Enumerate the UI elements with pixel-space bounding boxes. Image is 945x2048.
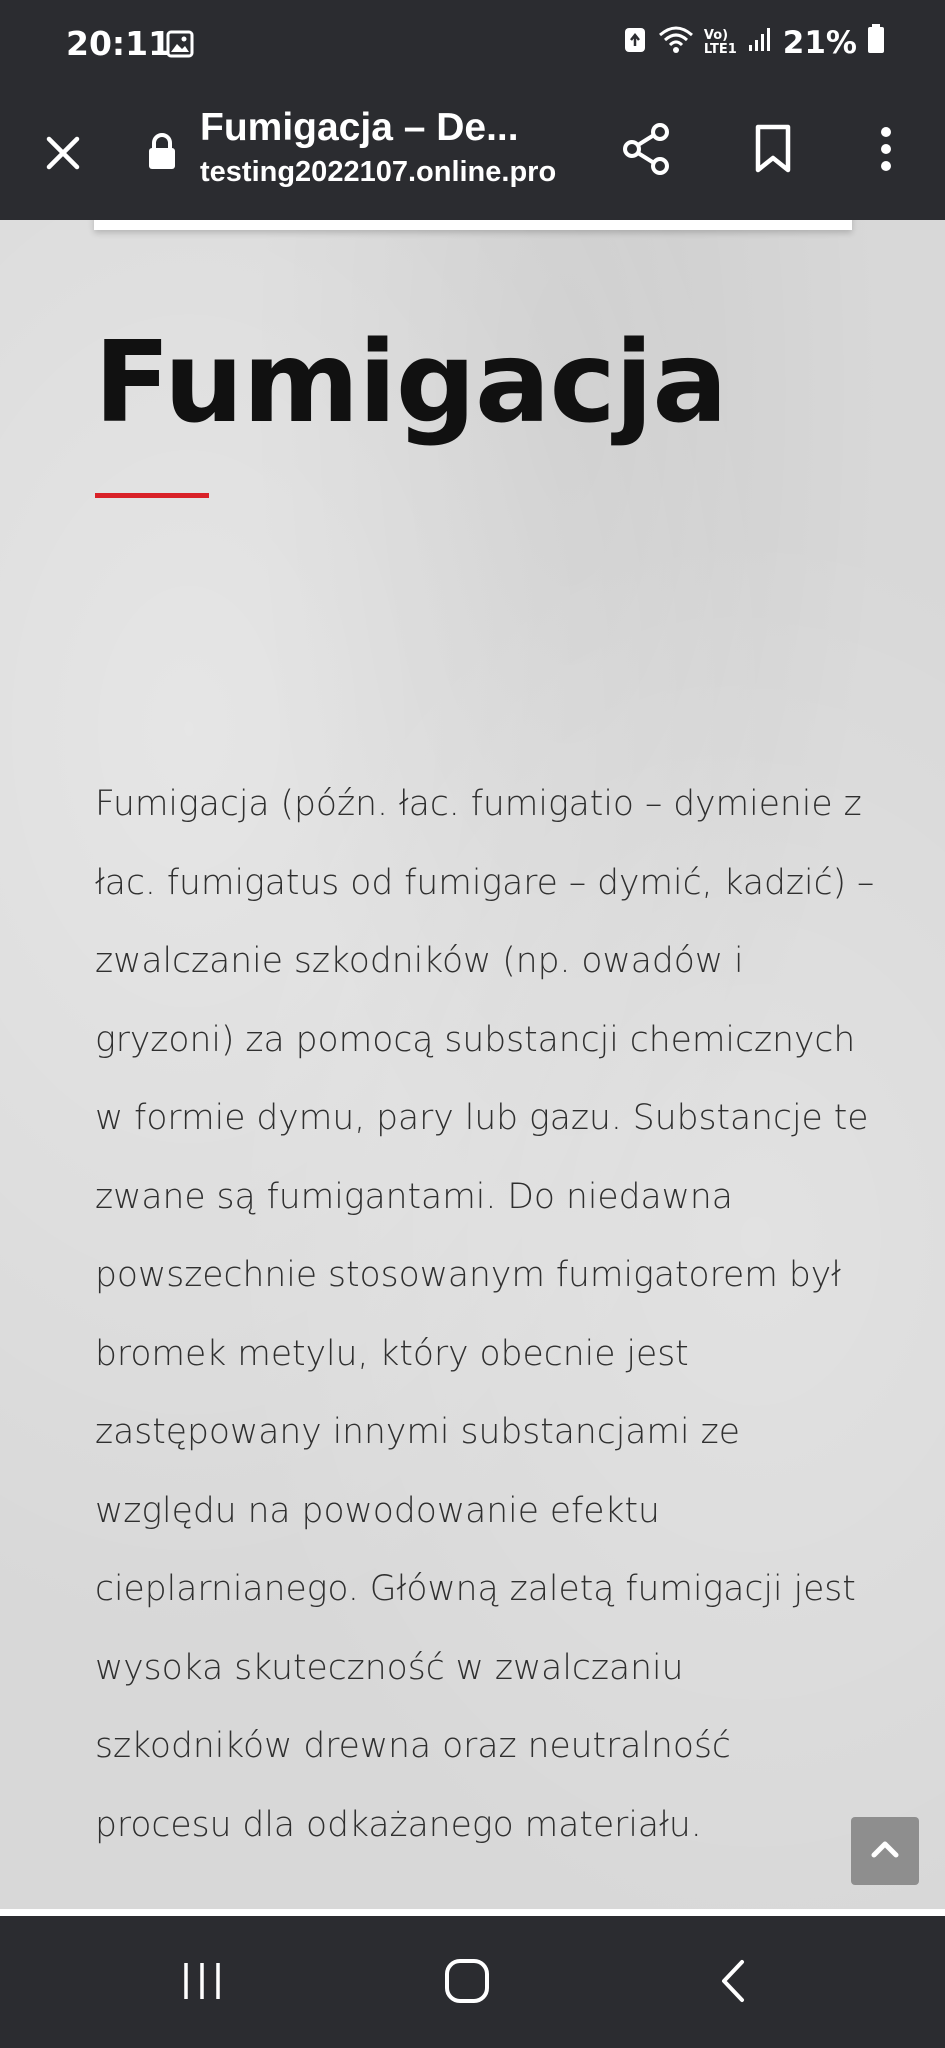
gallery-icon	[166, 30, 194, 63]
bookmark-icon[interactable]	[740, 116, 806, 182]
close-icon[interactable]	[30, 120, 96, 186]
share-icon[interactable]	[614, 116, 680, 182]
back-icon[interactable]	[693, 1946, 773, 2016]
battery-percent: 21%	[782, 25, 857, 61]
heading-underline	[95, 493, 209, 498]
home-icon[interactable]	[427, 1946, 507, 2016]
web-content[interactable]	[0, 220, 945, 1916]
more-vertical-icon[interactable]	[868, 116, 904, 182]
page-url[interactable]: testing2022107.online.pro	[200, 156, 557, 188]
network-label: LTE1	[703, 42, 737, 57]
status-bar	[0, 0, 945, 90]
header-card-edge	[94, 220, 852, 230]
system-nav-bar	[0, 1916, 945, 2048]
status-indicators	[622, 24, 885, 62]
battery-icon	[867, 24, 885, 62]
page-heading: Fumigacja	[94, 318, 727, 448]
content-divider	[0, 1909, 945, 1916]
browser-toolbar	[0, 90, 945, 220]
recycle-icon	[622, 24, 648, 62]
chevron-up-icon	[870, 1839, 900, 1864]
signal-icon	[747, 25, 773, 61]
lock-icon[interactable]	[144, 126, 180, 176]
status-time: 20:11	[66, 24, 172, 63]
wifi-icon	[658, 25, 694, 61]
page-title[interactable]: Fumigacja – De...	[200, 106, 519, 149]
volte-icon: Vo) LTE1	[703, 28, 737, 57]
article-paragraph: Fumigacja (późn. łac. fumigatio – dymienie z łac. fumigatus od fumigare – dymić, kadzić) – zwalczanie szkodników (np. owadów i gryzoni) za pomocą substancji chemicznych w formie dymu, pary lub gazu. Substancje te zwane są fumigantami. Do niedawna powszechnie stosowanym fumigatorem był bromek metylu, który obecnie jest zastępowany innymi substancjami ze względu na powodowanie efektu cieplarnianego. Główną zaletą fumigacji jest wysoka skuteczność w zwalczaniu szkodników drewna oraz neutralność procesu dla odkażanego materiału.	[95, 784, 875, 1845]
scroll-to-top-button[interactable]	[851, 1817, 919, 1885]
recent-apps-icon[interactable]	[162, 1946, 242, 2016]
